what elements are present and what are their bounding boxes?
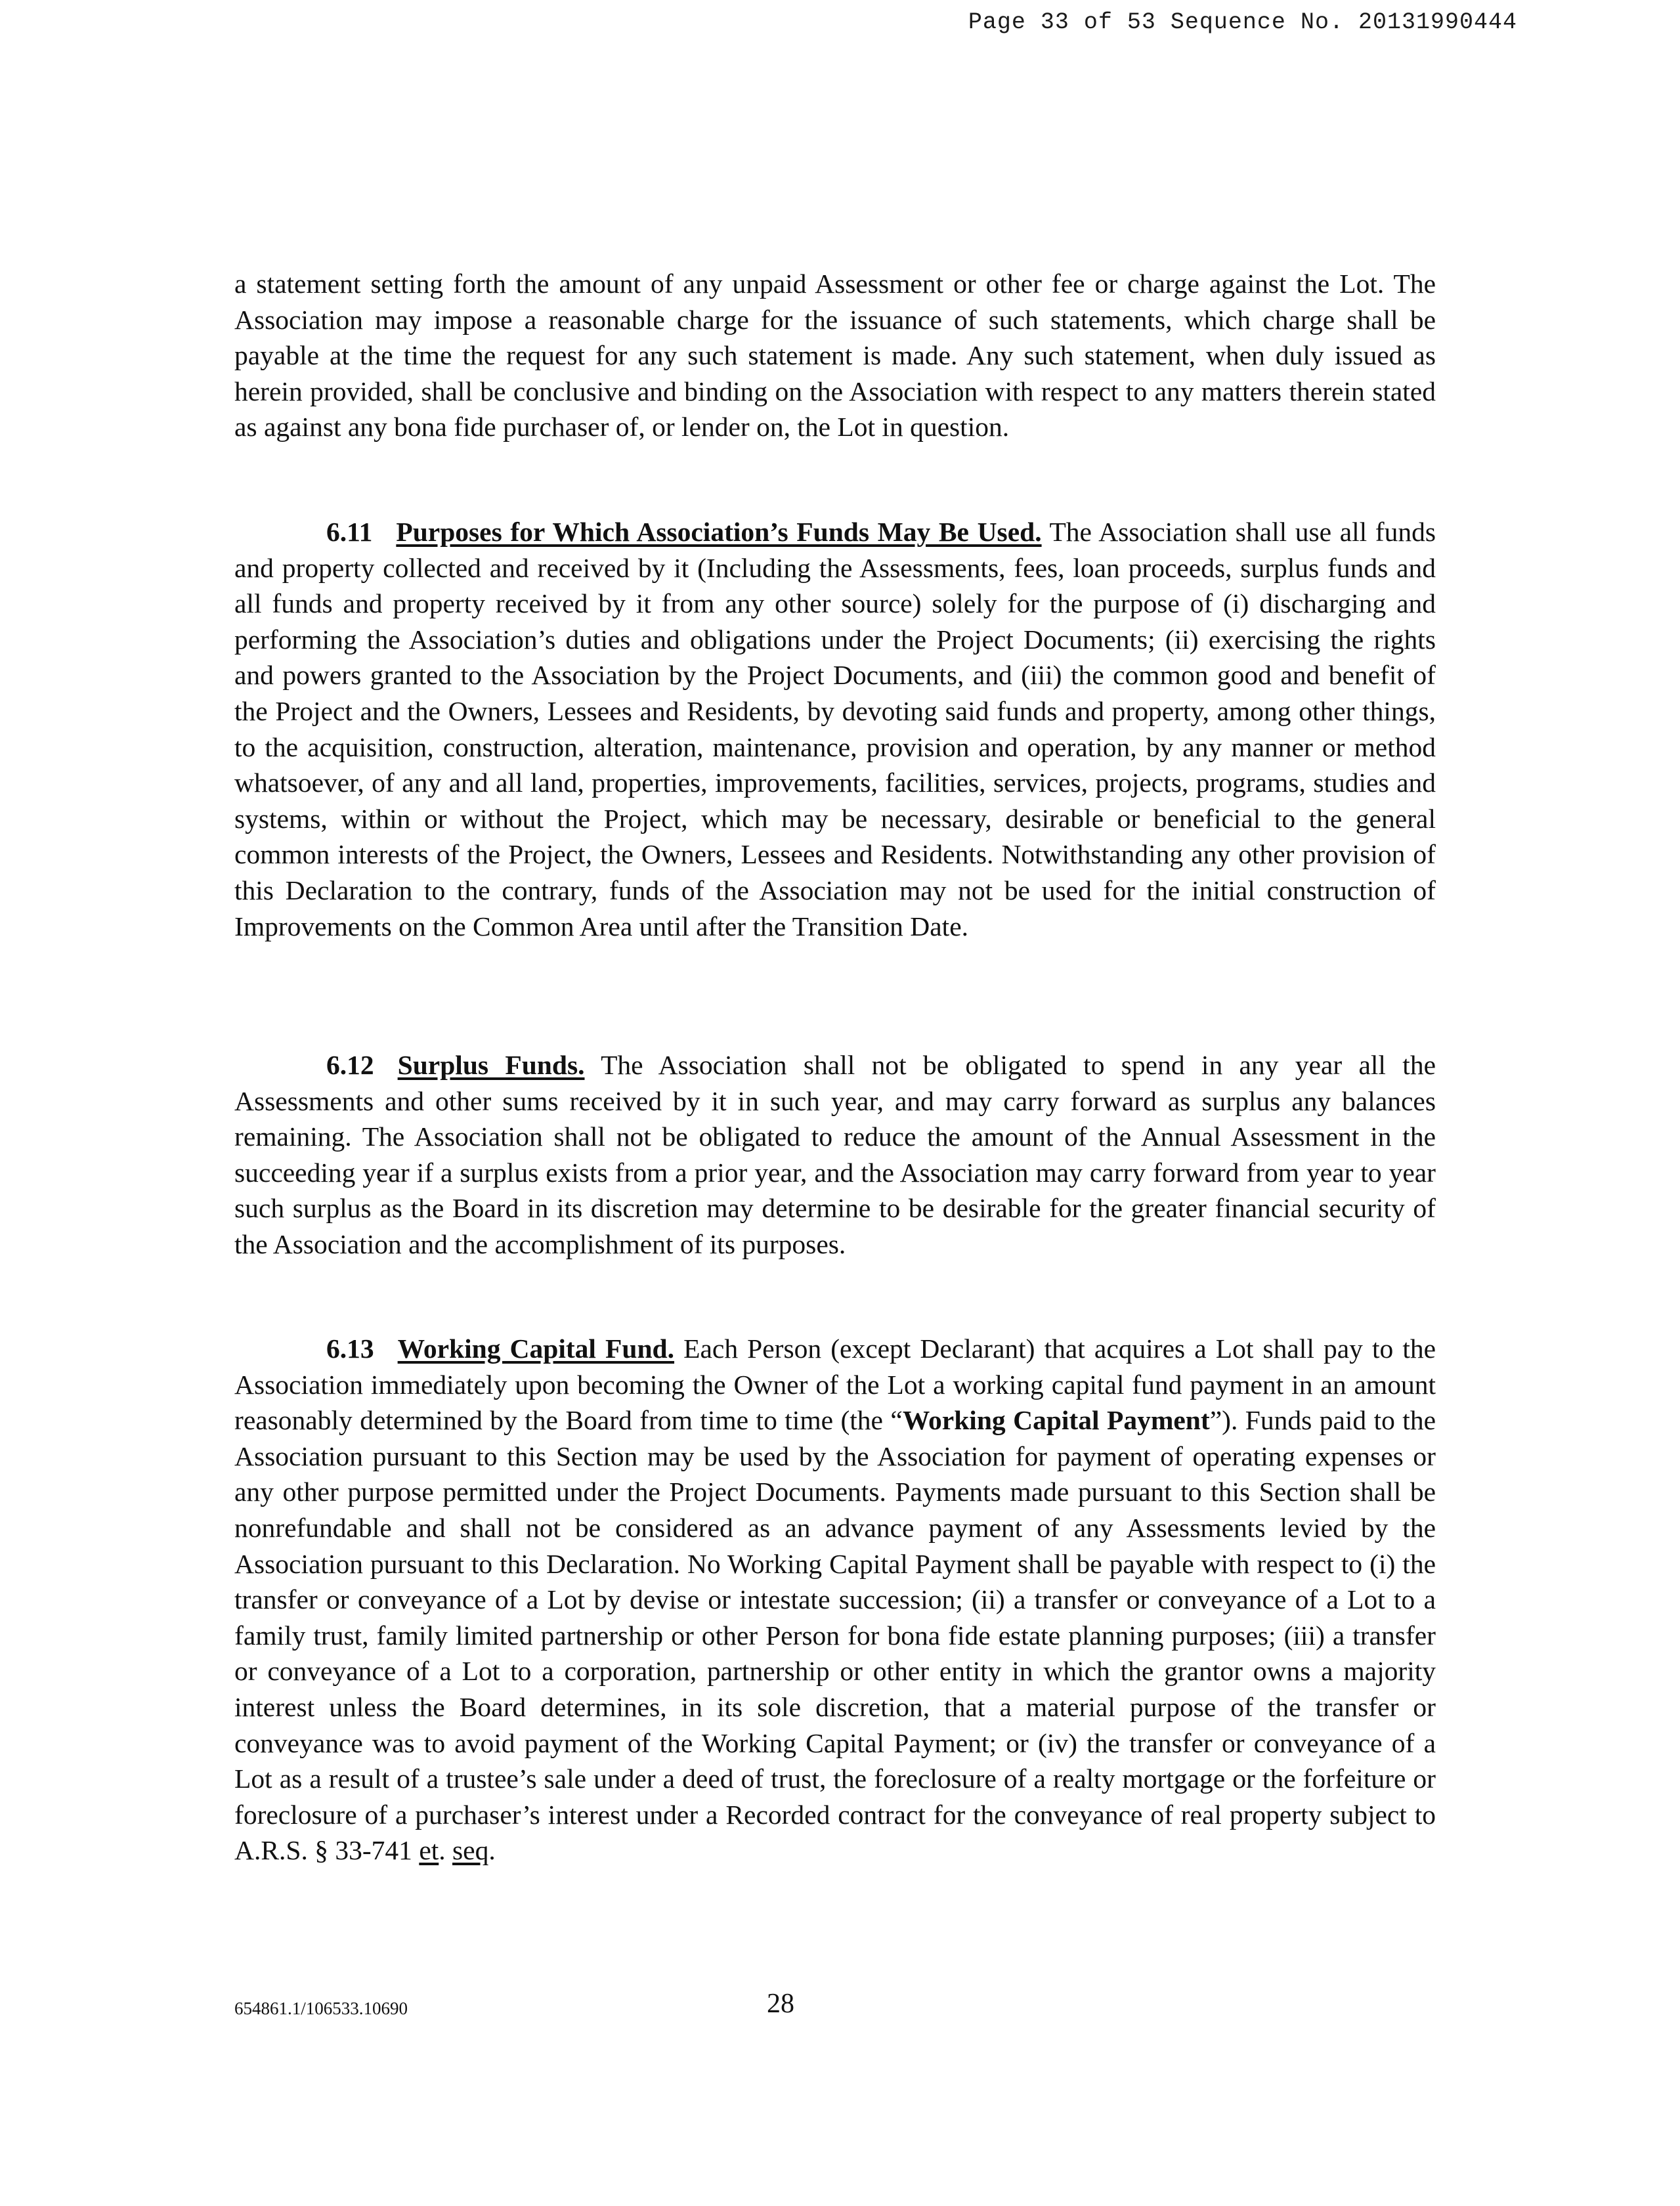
section-6-13-paragraph bbox=[234, 1331, 1436, 1869]
section-6-12 bbox=[234, 1047, 1436, 1263]
defined-term: Working Capital Payment bbox=[902, 1405, 1210, 1436]
citation-separator: . bbox=[439, 1835, 453, 1866]
section-heading: Working Capital Fund. bbox=[397, 1333, 675, 1364]
section-heading: Surplus Funds. bbox=[397, 1050, 585, 1080]
section-number: 6.12 bbox=[326, 1050, 374, 1080]
citation-et: et bbox=[419, 1835, 439, 1866]
section-6-12-paragraph bbox=[234, 1047, 1436, 1263]
section-body-before-term: Each Person (except Declarant) that acquires a Lot shall pay to the Association immediately upon becoming the Owner of the Lot a working capital fund payment in an amount reasonably determined by the Board from time to time (the “ bbox=[234, 1333, 1436, 1436]
section-6-11-paragraph bbox=[234, 514, 1436, 944]
citation-seq: seq bbox=[452, 1835, 489, 1866]
recording-page-stamp: Page 33 of 53 Sequence No. 20131990444 bbox=[968, 9, 1517, 35]
continuation-text: a statement setting forth the amount of any unpaid Assessment or other fee or charge against the Lot. The Association may impose a reasonable charge for the issuance of such statements, which charge shall be payable at the time the request for any such statement is made. Any such statement, when duly issued as herein provided, shall be conclusive and binding on the Association with respect to any matters therein stated as against any bona fide purchaser of, or lender on, the Lot in question. bbox=[234, 269, 1436, 443]
section-number: 6.11 bbox=[326, 517, 373, 547]
footer-page-number: 28 bbox=[767, 1989, 794, 2019]
section-body: The Association shall not be obligated to spend in any year all the Assessments and other sums received by it in such year, and may carry forward as surplus any balances remaining. The Association shall not be obligated to reduce the amount of the Annual Assessment in the succeeding year if a surplus exists from a prior year, and the Association may carry forward from year to year such surplus as the Board in its discretion may determine to be desirable for the greater financial security of the Association and the accomplishment of its purposes. bbox=[234, 1050, 1436, 1259]
section-6-13 bbox=[234, 1331, 1436, 1869]
section-heading: Purposes for Which Association’s Funds May Be Used. bbox=[396, 517, 1042, 547]
footer-document-id: 654861.1/106533.10690 bbox=[234, 1999, 408, 2018]
section-body-after-term: ”). Funds paid to the Association pursuant to this Section may be used by the Association for payment of operating expenses or any other purpose permitted under the Project Documents. Payments made pursuant to this Section shall be nonrefundable and shall not be considered as an advance payment of any Assessments levied by the Association pursuant to this Declaration. No Working Capital Payment shall be payable with respect to (i) the transfer or conveyance of a Lot by devise or intestate succession; (ii) a transfer or conveyance of a Lot to a family trust, family limited partnership or other Person for bona fide estate planning purposes; (iii) a transfer or conveyance of a Lot to a corporation, partnership or other entity in which the grantor owns a majority interest unless the Board determines, in its sole discretion, that a material purpose of the transfer or conveyance was to avoid payment of the Working Capital Payment; or (iv) the transfer or conveyance of a Lot as a result of a trustee’s sale under a deed of trust, the foreclosure of a realty mortgage or the forfeiture or foreclosure of a purchaser’s interest under a Recorded contract for the conveyance of real property subject to A.R.S. § 33-741 bbox=[234, 1405, 1436, 1866]
section-number: 6.13 bbox=[326, 1333, 374, 1364]
section-body: The Association shall use all funds and property collected and received by it (Including the Assessments, fees, loan proceeds, surplus funds and all funds and property received by it from any other source) solely for the purpose of (i) discharging and performing the Association’s duties and obligations under the Project Documents; (ii) exercising the rights and powers granted to the Association by the Project Documents, and (iii) the common good and benefit of the Project and the Owners, Lessees and Residents, by devoting said funds and property, among other things, to the acquisition, construction, alteration, maintenance, provision and operation, by any manner or method whatsoever, of any and all land, properties, improvements, facilities, services, projects, programs, studies and systems, within or without the Project, which may be necessary, desirable or beneficial to the general common interests of the Project, the Owners, Lessees and Residents. Notwithstanding any other provision of this Declaration to the contrary, funds of the Association may not be used for the initial construction of Improvements on the Common Area until after the Transition Date. bbox=[234, 517, 1436, 941]
citation-end: . bbox=[488, 1835, 496, 1866]
section-6-11 bbox=[234, 514, 1436, 944]
continuation-paragraph bbox=[234, 266, 1436, 445]
